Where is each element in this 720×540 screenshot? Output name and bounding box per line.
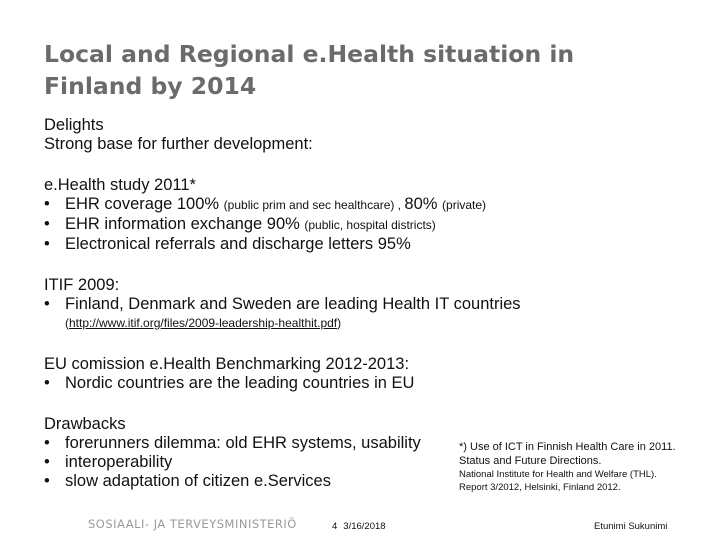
itif-bullet: • Finland, Denmark and Sweden are leading Health IT countries	[44, 295, 521, 313]
bullet-marker: •	[44, 434, 50, 452]
slide-title-line-1: Local and Regional e.Health situation in	[44, 40, 575, 68]
footnote-line-2: Status and Future Directions.	[459, 455, 602, 467]
slide-title-line-2: Finland by 2014	[44, 72, 257, 100]
slide-body	[44, 116, 684, 491]
ehealth-bullet-ehr-coverage: • EHR coverage 100% (public prim and sec healthcare) , 80% (private)	[44, 195, 487, 213]
ministry-logo-text: SOSIAALI- JA TERVEYSMINISTERIÖ	[88, 517, 297, 531]
drawback-bullet-interoperability: • interoperability	[44, 453, 173, 471]
footnote-line-3: National Institute for Health and Welfare (THL).	[459, 469, 657, 480]
drawbacks-heading: Drawbacks	[44, 415, 126, 433]
bullet-marker: •	[44, 195, 50, 213]
footnote-line-4: Report 3/2012, Helsinki, Finland 2012.	[459, 482, 621, 493]
ehealth-bullet-referrals: • Electronical referrals and discharge letters 95%	[44, 235, 411, 253]
delights-subheading: Strong base for further development:	[44, 135, 313, 153]
eu-section	[44, 355, 684, 393]
bullet-marker: •	[44, 215, 50, 233]
delights-heading: Delights	[44, 116, 104, 134]
eu-bullet: • Nordic countries are the leading countries in EU	[44, 374, 415, 392]
author-name: Etunimi Sukunimi	[594, 521, 668, 532]
itif-heading: ITIF 2009:	[44, 276, 120, 294]
delights-section	[44, 116, 684, 154]
itif-section	[44, 276, 684, 333]
page-and-date	[332, 521, 392, 532]
page-number: 4	[332, 521, 338, 532]
ehealth-study-heading: e.Health study 2011*	[44, 176, 196, 194]
footnote	[459, 440, 719, 494]
footnote-line-1: *) Use of ICT in Finnish Health Care in 2011.	[459, 441, 676, 453]
itif-url-line: (http://www.itif.org/files/2009-leadership-healthit.pdf)	[65, 316, 342, 330]
slide-title	[44, 38, 684, 102]
itif-report-link[interactable]: http://www.itif.org/files/2009-leadership-healthit.pdf	[69, 316, 338, 330]
bullet-marker: •	[44, 374, 50, 392]
ehealth-study-section	[44, 176, 684, 254]
bullet-marker: •	[44, 472, 50, 490]
bullet-marker: •	[44, 453, 50, 471]
slide-date: 3/16/2018	[343, 521, 386, 532]
drawback-bullet-eservices: • slow adaptation of citizen e.Services	[44, 472, 331, 490]
ehealth-bullet-ehr-exchange: • EHR information exchange 90% (public, hospital districts)	[44, 215, 436, 233]
eu-heading: EU comission e.Health Benchmarking 2012-2013:	[44, 355, 410, 373]
bullet-marker: •	[44, 235, 50, 253]
bullet-marker: •	[44, 295, 50, 313]
drawback-bullet-forerunners: • forerunners dilemma: old EHR systems, usability	[44, 434, 421, 452]
